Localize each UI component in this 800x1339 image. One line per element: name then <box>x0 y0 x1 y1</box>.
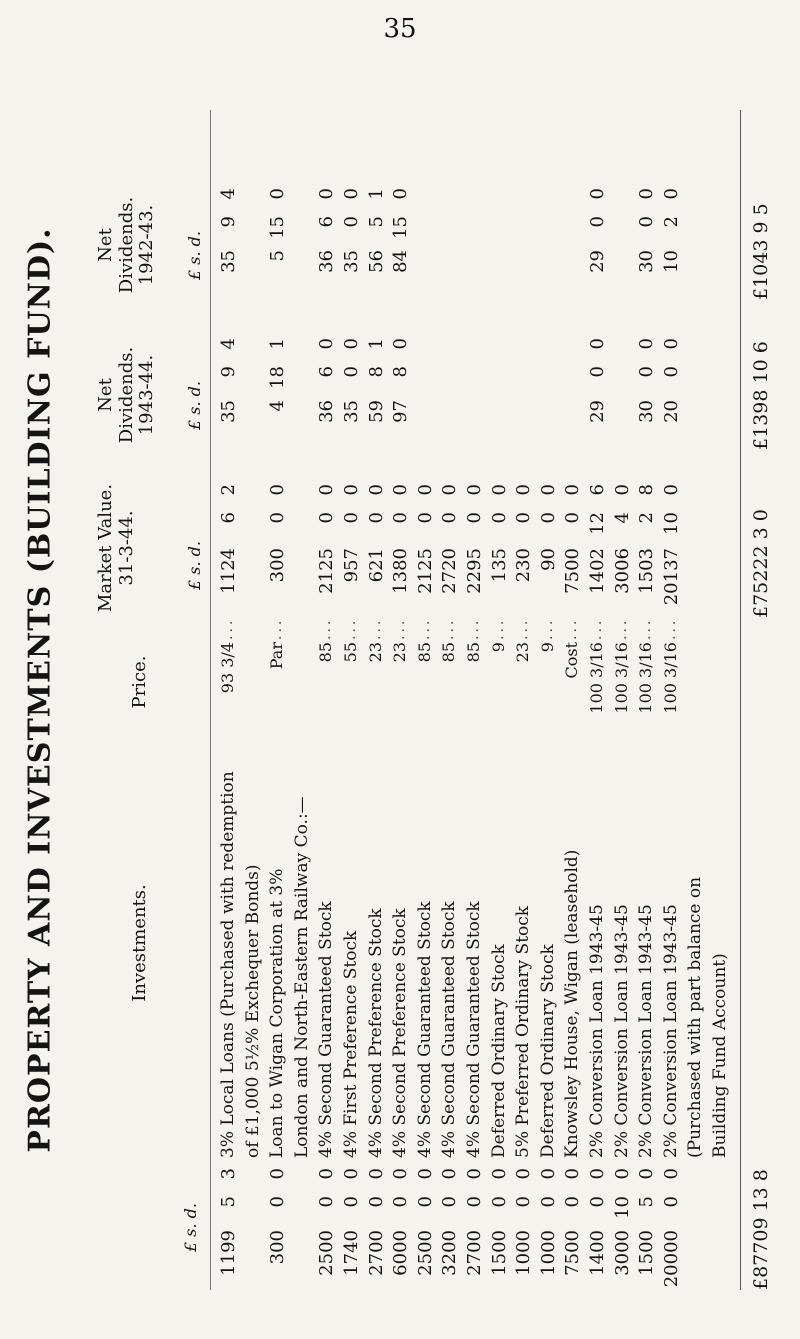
cell-n3d: 0 <box>267 188 289 200</box>
cell-s: 0 <box>267 1196 289 1208</box>
page-title-container <box>0 0 80 1339</box>
page-number: 35 <box>383 14 417 44</box>
cell-n4l: 4 <box>267 400 289 412</box>
leader-dots: ... <box>318 617 335 640</box>
cell-ml: 230 <box>513 548 535 583</box>
cell-inv: 5% Preferred Ordinary Stock <box>513 905 534 1158</box>
cell-s: 0 <box>537 1196 559 1208</box>
cell-n3l: 35 <box>341 250 362 273</box>
cell-s: 0 <box>660 1196 682 1208</box>
cell-ms: 0 <box>316 512 338 524</box>
cell-n3l: 35 <box>218 250 239 273</box>
amount-header: £ s. d. <box>181 1203 200 1252</box>
cell-n4d: 0 <box>341 338 362 350</box>
net-1944-lsd-header: £ s. d. <box>185 381 204 430</box>
cell-inv: 2% Conversion Loan 1943-45 <box>611 904 632 1158</box>
cell-pr: 23 <box>390 642 410 663</box>
cell-ms: 0 <box>414 512 436 524</box>
leader-dots: ... <box>416 617 433 640</box>
totals-row <box>750 110 780 1290</box>
leader-dots: ... <box>638 617 655 640</box>
total-net-dividends-1943: £1043 9 5 <box>750 203 772 300</box>
leader-dots: ... <box>466 617 482 640</box>
leader-dots: ... <box>613 617 630 640</box>
leader-dots: ... <box>662 617 679 640</box>
cell-n3s: 0 <box>587 216 608 228</box>
cell-n4l: 35 <box>341 400 362 423</box>
cell-d: 0 <box>488 1168 510 1180</box>
cell-inv: 2% Conversion Loan 1943-45 <box>636 904 657 1158</box>
cell-pr: 23 <box>365 642 385 663</box>
price-header: Price. <box>129 655 150 709</box>
leader-dots: ... <box>564 617 581 640</box>
table-header <box>90 110 211 1290</box>
investments-header: Investments. <box>129 884 150 1002</box>
cell-l: 3000 <box>611 1230 633 1276</box>
cell-n3d: 0 <box>390 188 412 200</box>
cell-d: 3 <box>218 1168 239 1180</box>
cell-md: 0 <box>341 484 362 496</box>
cell-ms: 0 <box>464 512 485 524</box>
cell-n4d: 1 <box>365 338 387 350</box>
cell-s: 0 <box>562 1196 584 1208</box>
cell-ms: 12 <box>587 512 608 535</box>
cell-inv: 4% Second Preference Stock <box>365 908 386 1158</box>
cell-inv: Loan to Wigan Corporation at 3% <box>267 868 288 1158</box>
cell-n3l: 5 <box>267 250 289 262</box>
cell-n3s: 2 <box>660 216 682 228</box>
investments-table <box>90 110 790 1290</box>
cell-inv: Building Fund Account) <box>710 953 730 1158</box>
cell-n3d: 0 <box>636 188 658 200</box>
cell-l: 3200 <box>439 1230 461 1276</box>
cell-l: 1500 <box>636 1230 658 1276</box>
cell-md: 0 <box>316 484 338 496</box>
cell-ml: 1380 <box>390 548 412 594</box>
cell-md: 2 <box>218 484 239 496</box>
cell-pr: 9 <box>488 642 508 653</box>
cell-n3d: 4 <box>218 188 239 200</box>
cell-n4l: 29 <box>587 400 608 423</box>
cell-n3l: 56 <box>365 250 387 273</box>
cell-inv: Deferred Ordinary Stock <box>488 944 509 1158</box>
cell-n3d: 0 <box>587 188 608 200</box>
cell-md: 0 <box>537 484 559 496</box>
cell-inv: 2% Conversion Loan 1943-45 <box>660 904 681 1158</box>
cell-ms: 0 <box>439 512 461 524</box>
cell-l: 2500 <box>414 1230 436 1276</box>
cell-n4s: 0 <box>341 366 362 378</box>
cell-d: 0 <box>464 1168 485 1180</box>
cell-ms: 2 <box>636 512 658 524</box>
cell-n4s: 0 <box>636 366 658 378</box>
cell-d: 0 <box>316 1168 338 1180</box>
cell-l: 1740 <box>341 1230 362 1276</box>
leader-dots: ... <box>343 617 359 640</box>
cell-md: 0 <box>488 484 510 496</box>
cell-md: 0 <box>562 484 584 496</box>
cell-s: 0 <box>513 1196 535 1208</box>
cell-s: 0 <box>390 1196 412 1208</box>
cell-d: 0 <box>562 1168 584 1180</box>
cell-ms: 0 <box>365 512 387 524</box>
market-lsd-header: £ s. d. <box>185 541 204 590</box>
cell-d: 0 <box>636 1168 658 1180</box>
cell-d: 0 <box>660 1168 682 1180</box>
cell-ml: 90 <box>537 548 559 571</box>
cell-inv: 4% Second Guaranteed Stock <box>414 901 435 1158</box>
leader-dots: ... <box>539 617 556 640</box>
cell-ml: 2125 <box>414 548 436 594</box>
cell-ms: 6 <box>218 512 239 524</box>
cell-n3d: 1 <box>365 188 387 200</box>
cell-n4s: 8 <box>365 366 387 378</box>
cell-ms: 0 <box>267 512 289 524</box>
cell-n4d: 0 <box>636 338 658 350</box>
cell-pr: 100 3/16 <box>611 642 631 714</box>
cell-n4d: 1 <box>267 338 289 350</box>
cell-n4l: 35 <box>218 400 239 423</box>
cell-n3s: 6 <box>316 216 338 228</box>
cell-n3l: 84 <box>390 250 412 273</box>
cell-d: 0 <box>365 1168 387 1180</box>
cell-n3d: 0 <box>341 188 362 200</box>
cell-l: 1199 <box>218 1230 239 1276</box>
cell-md: 0 <box>513 484 535 496</box>
total-net-dividends-1944: £1398 10 6 <box>750 341 772 450</box>
cell-l: 1400 <box>587 1230 608 1276</box>
cell-ml: 2295 <box>464 548 485 594</box>
cell-ms: 0 <box>341 512 362 524</box>
cell-s: 0 <box>587 1196 608 1208</box>
cell-n3s: 15 <box>390 216 412 239</box>
cell-inv: 4% Second Guaranteed Stock <box>464 901 484 1158</box>
cell-ms: 4 <box>611 512 633 524</box>
cell-d: 0 <box>513 1168 535 1180</box>
net-1943-lsd-header: £ s. d. <box>185 231 204 280</box>
cell-md: 0 <box>390 484 412 496</box>
cell-ms: 10 <box>660 512 682 535</box>
cell-l: 1000 <box>537 1230 559 1276</box>
cell-ml: 3006 <box>611 548 633 594</box>
cell-s: 0 <box>464 1196 485 1208</box>
cell-md: 0 <box>660 484 682 496</box>
cell-ms: 0 <box>562 512 584 524</box>
cell-n4l: 20 <box>660 400 682 423</box>
page-title: PROPERTY AND INVESTMENTS (BUILDING FUND). <box>22 227 58 1153</box>
cell-ms: 0 <box>513 512 535 524</box>
market-value-header: Market Value. 31-3-44. <box>95 483 137 613</box>
leader-dots: ... <box>220 617 236 640</box>
leader-dots: ... <box>269 617 286 640</box>
cell-inv: 4% Second Guaranteed Stock <box>439 901 460 1158</box>
cell-ml: 20137 <box>660 548 682 606</box>
cell-n3l: 29 <box>587 250 608 273</box>
total-amount: £87709 13 8 <box>750 1169 772 1290</box>
cell-s: 0 <box>488 1196 510 1208</box>
cell-l: 2700 <box>464 1230 485 1276</box>
cell-ml: 957 <box>341 548 362 583</box>
cell-n4l: 59 <box>365 400 387 423</box>
cell-s: 10 <box>611 1196 633 1219</box>
cell-n4l: 36 <box>316 400 338 423</box>
cell-ms: 0 <box>390 512 412 524</box>
cell-n3s: 0 <box>341 216 362 228</box>
cell-n3s: 0 <box>636 216 658 228</box>
cell-md: 0 <box>267 484 289 496</box>
cell-inv: London and North-Eastern Railway Co.:— <box>291 796 312 1158</box>
leader-dots: ... <box>367 617 384 640</box>
cell-n3l: 10 <box>660 250 682 273</box>
cell-n4l: 97 <box>390 400 412 423</box>
cell-d: 0 <box>537 1168 559 1180</box>
cell-n3s: 5 <box>365 216 387 228</box>
cell-ml: 300 <box>267 548 289 583</box>
cell-md: 8 <box>636 484 658 496</box>
cell-pr: 93 3/4 <box>218 642 237 694</box>
cell-inv: 4% Second Preference Stock <box>390 908 411 1158</box>
cell-inv: 3% Local Loans (Purchased with redemption <box>218 771 238 1158</box>
cell-n4s: 9 <box>218 366 239 378</box>
leader-dots: ... <box>392 617 409 640</box>
net-dividends-1944-header: Net Dividends. 1943-44. <box>95 346 158 444</box>
cell-ml: 2720 <box>439 548 461 594</box>
cell-n4s: 6 <box>316 366 338 378</box>
cell-d: 0 <box>414 1168 436 1180</box>
cell-s: 0 <box>316 1196 338 1208</box>
cell-n4s: 8 <box>390 366 412 378</box>
cell-ml: 1402 <box>587 548 608 594</box>
cell-md: 6 <box>587 484 608 496</box>
cell-s: 0 <box>439 1196 461 1208</box>
cell-pr: 85 <box>464 642 483 663</box>
cell-l: 6000 <box>390 1230 412 1276</box>
cell-pr: 85 <box>316 642 336 663</box>
cell-inv: (Purchased with part balance on <box>685 876 706 1158</box>
cell-pr: 100 3/16 <box>636 642 656 714</box>
leader-dots: ... <box>441 617 458 640</box>
cell-inv: Deferred Ordinary Stock <box>537 944 558 1158</box>
cell-ml: 1503 <box>636 548 658 594</box>
cell-n4s: 0 <box>587 366 608 378</box>
cell-ms: 0 <box>537 512 559 524</box>
cell-inv: 2% Conversion Loan 1943-45 <box>587 904 607 1158</box>
cell-l: 20000 <box>660 1230 682 1288</box>
cell-n3l: 30 <box>636 250 658 273</box>
leader-dots: ... <box>515 617 532 640</box>
cell-s: 5 <box>636 1196 658 1208</box>
total-market-value: £75222 3 0 <box>750 509 772 618</box>
leader-dots: ... <box>490 617 507 640</box>
cell-md: 0 <box>414 484 436 496</box>
cell-n4d: 0 <box>587 338 608 350</box>
cell-l: 1500 <box>488 1230 510 1276</box>
cell-n3d: 0 <box>660 188 682 200</box>
cell-pr: 100 3/16 <box>587 642 606 714</box>
cell-l: 7500 <box>562 1230 584 1276</box>
cell-n4d: 0 <box>316 338 338 350</box>
cell-s: 0 <box>414 1196 436 1208</box>
cell-n4d: 4 <box>218 338 239 350</box>
cell-d: 0 <box>267 1168 289 1180</box>
cell-n4s: 0 <box>660 366 682 378</box>
cell-md: 0 <box>365 484 387 496</box>
cell-ml: 1124 <box>218 548 239 594</box>
cell-s: 5 <box>218 1196 239 1208</box>
cell-pr: 85 <box>439 642 459 663</box>
cell-s: 0 <box>341 1196 362 1208</box>
cell-n4l: 30 <box>636 400 658 423</box>
cell-md: 0 <box>439 484 461 496</box>
cell-ml: 135 <box>488 548 510 583</box>
cell-n4s: 18 <box>267 366 289 389</box>
cell-inv: 4% First Preference Stock <box>341 930 361 1158</box>
cell-n4d: 0 <box>390 338 412 350</box>
cell-ml: 7500 <box>562 548 584 594</box>
cell-d: 0 <box>611 1168 633 1180</box>
cell-n3l: 36 <box>316 250 338 273</box>
cell-l: 2500 <box>316 1230 338 1276</box>
totals-rule <box>740 110 741 1290</box>
cell-n3d: 0 <box>316 188 338 200</box>
cell-ms: 0 <box>488 512 510 524</box>
cell-inv: 4% Second Guaranteed Stock <box>316 901 337 1158</box>
cell-d: 0 <box>587 1168 608 1180</box>
cell-inv: of £1,000 5½% Exchequer Bonds) <box>242 864 263 1158</box>
cell-d: 0 <box>439 1168 461 1180</box>
cell-pr: 85 <box>414 642 434 663</box>
cell-l: 2700 <box>365 1230 387 1276</box>
net-dividends-1943-header: Net Dividends. 1942-43. <box>95 196 158 294</box>
cell-pr: 55 <box>341 642 360 663</box>
cell-pr: 9 <box>537 642 557 653</box>
cell-ml: 2125 <box>316 548 338 594</box>
cell-l: 1000 <box>513 1230 535 1276</box>
cell-n3s: 15 <box>267 216 289 239</box>
cell-md: 0 <box>611 484 633 496</box>
cell-l: 300 <box>267 1230 289 1265</box>
cell-pr: 23 <box>513 642 533 663</box>
cell-d: 0 <box>341 1168 362 1180</box>
cell-inv: Knowsley House, Wigan (leasehold) <box>562 849 583 1158</box>
leader-dots: ... <box>589 617 605 640</box>
cell-ml: 621 <box>365 548 387 583</box>
table-row <box>710 110 740 1290</box>
cell-n4d: 0 <box>660 338 682 350</box>
cell-md: 0 <box>464 484 485 496</box>
cell-d: 0 <box>390 1168 412 1180</box>
cell-pr: 100 3/16 <box>660 642 680 714</box>
cell-pr: Cost <box>562 642 582 679</box>
cell-pr: Par <box>267 642 287 670</box>
cell-s: 0 <box>365 1196 387 1208</box>
cell-n3s: 9 <box>218 216 239 228</box>
